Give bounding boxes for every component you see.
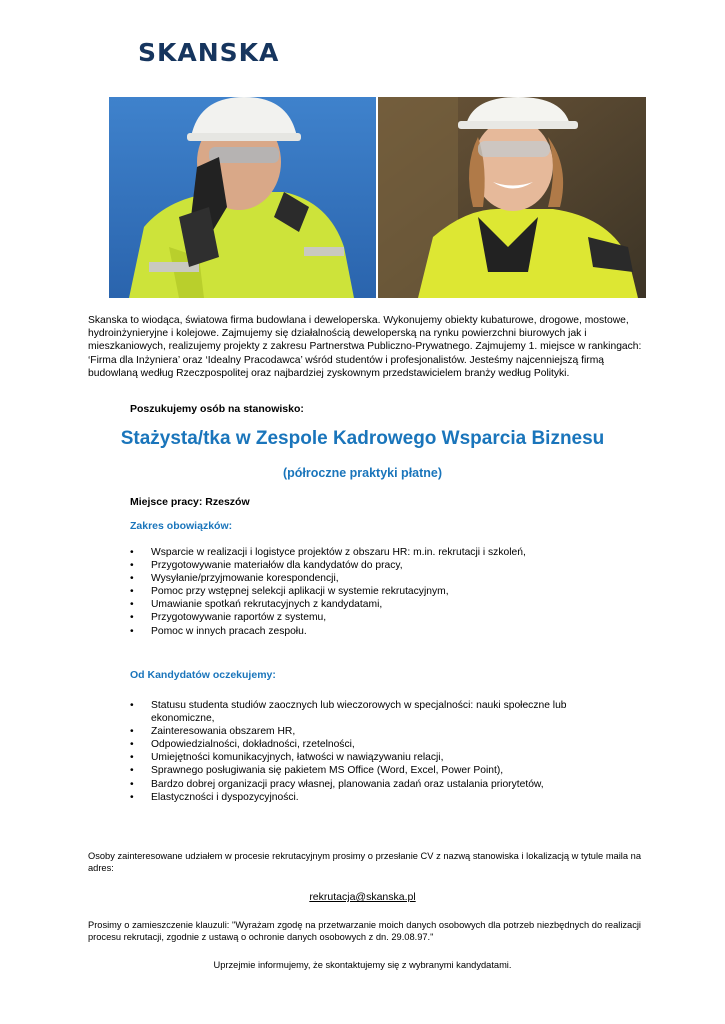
photo-worker-woman [378,97,646,298]
list-item: • Umawianie spotkań rekrutacyjnych z kandydatami, [130,598,610,611]
list-item: • Elastyczności i dyspozycyjności. [130,791,610,804]
apply-instructions: Osoby zainteresowane udziałem w procesie rekrutacyjnym prosimy o przesłanie CV z nazwą stanowiska i lokalizacją w tytule maila na adres: [88,851,641,873]
duties-heading: Zakres obowiązków: [130,520,233,532]
email-link[interactable]: rekrutacja@skanska.pl [309,891,416,903]
list-item: • Odpowiedzialności, dokładności, rzetelności, [130,738,610,751]
list-item: • Przygotowywanie raportów z systemu, [130,611,610,624]
position-title: Stażysta/tka w Zespole Kadrowego Wsparcia Biznesu [120,428,605,449]
duties-list [130,546,610,638]
photo-worker-man [109,97,376,298]
list-item: • Wysyłanie/przyjmowanie korespondencji, [130,572,610,585]
requirements-heading: Od Kandydatów oczekujemy: [130,669,276,681]
list-item: • Umiejętności komunikacyjnych, łatwości w nawiązywaniu relacji, [130,751,610,764]
list-item: • Przygotowywanie materiałów dla kandydatów do pracy, [130,559,610,572]
company-intro: Skanska to wiodąca, światowa firma budowlana i deweloperska. Wykonujemy obiekty kubaturowe, drogowe, mostowe, hydroinżynieryjne i kolejowe. Zajmujemy się działalnością deweloperską na rynku powierzchni biurowych jak i mieszkaniowych, realizujemy projekty z zakresu Partnerstwa Publiczno-Prywatnego. Zajmujemy 1. miejsce w rankingach: ‘Firma dla Inżyniera’ oraz ‘Idealny Pracodawca’ wśród studentów i profesjonalistów. Jesteśmy najcenniejszą firmą budowlaną według Rzeczpospolitej oraz najbardziej zyskownym przedstawicielem branży według Polityki. [88,315,642,379]
list-item: • Pomoc w innych pracach zespołu. [130,625,610,638]
skanska-logo: SKANSKA [138,38,280,67]
requirements-list [130,699,610,804]
position-subtitle: (półroczne praktyki płatne) [282,466,443,480]
consent-clause: Prosimy o zamieszczenie klauzuli: "Wyrażam zgodę na przetwarzanie moich danych osobowych dla potrzeb niezbędnych do realizacji procesu rekrutacji, zgodnie z ustawą o ochronie danych osobowych z dn. 29.08.97." [88,920,641,942]
work-location: Miejsce pracy: Rzeszów [130,496,250,508]
footer-note: Uprzejmie informujemy, że skontaktujemy się z wybranymi kandydatami. [213,960,512,970]
list-item: • Pomoc przy wstępnej selekcji aplikacji w systemie rekrutacyjnym, [130,585,610,598]
position-lead: Poszukujemy osób na stanowisko: [130,403,304,415]
list-item: • Statusu studenta studiów zaocznych lub wieczorowych w specjalności: nauki społeczne lub ekonomiczne, [130,699,610,725]
list-item: • Bardzo dobrej organizacji pracy własnej, planowania zadań oraz ustalania priorytetów, [130,778,610,791]
list-item: • Zainteresowania obszarem HR, [130,725,610,738]
list-item: • Wsparcie w realizacji i logistyce projektów z obszaru HR: m.in. rekrutacji i szkoleń, [130,546,610,559]
list-item: • Sprawnego posługiwania się pakietem MS Office (Word, Excel, Power Point), [130,764,610,777]
